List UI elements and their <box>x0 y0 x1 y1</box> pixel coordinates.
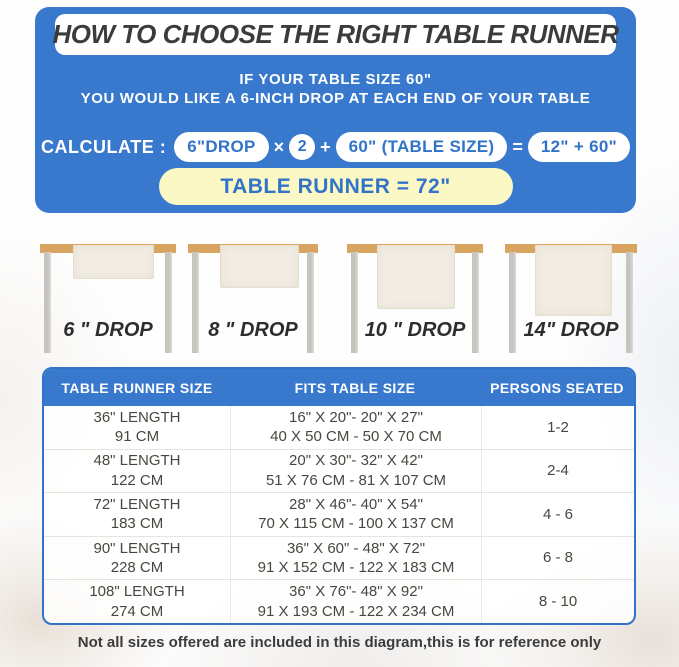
table-runner-drape <box>535 245 612 316</box>
runner-size-cm: 183 CM <box>110 515 164 533</box>
size-table-header <box>44 369 634 406</box>
table-row <box>44 536 634 580</box>
persons-seated: 2-4 <box>547 462 569 480</box>
runner-size-inches: 72" LENGTH <box>93 495 181 513</box>
subtitle-line-1: IF YOUR TABLE SIZE 60" <box>239 71 432 88</box>
fits-table-cell <box>231 493 482 536</box>
table-row <box>44 579 634 623</box>
persons-seated: 8 - 10 <box>538 592 578 610</box>
fits-table-cell <box>231 580 482 623</box>
table-illustration-8-drop <box>188 230 318 365</box>
subtitle-line-2: YOU WOULD LIKE A 6-INCH DROP AT EACH END OF YOUR TABLE <box>80 90 591 107</box>
persons-seated: 6 - 8 <box>542 549 573 567</box>
runner-size-cm: 228 CM <box>110 559 164 577</box>
size-reference-table <box>42 367 636 625</box>
persons-cell <box>482 493 634 536</box>
table-row <box>44 492 634 536</box>
multiplier-badge: 2 <box>289 134 315 160</box>
title-card <box>52 14 619 55</box>
fits-table-cell <box>231 406 482 449</box>
equals-operator: = <box>512 136 523 157</box>
runner-size-cm: 122 CM <box>110 471 164 489</box>
runner-size-cm: 91 CM <box>114 428 160 446</box>
drop-label: 6 " DROP <box>63 319 153 341</box>
table-illustration-14-drop <box>505 230 637 365</box>
runner-size-cell <box>44 406 231 449</box>
calculate-label: CALCULATE : <box>41 136 167 157</box>
table-illustration-6-drop <box>40 230 176 365</box>
col-header-runner-size: TABLE RUNNER SIZE <box>61 379 213 396</box>
table-runner-drape <box>73 245 154 279</box>
table-row <box>44 406 634 449</box>
fits-inches: 36" X 76"- 48" X 92" <box>289 583 423 601</box>
table-runner-drape <box>220 245 299 288</box>
calculation-row <box>35 132 636 162</box>
size-table-body <box>44 406 634 623</box>
drop-label: 14" DROP <box>523 319 619 341</box>
drop-label: 10 " DROP <box>364 319 466 341</box>
footer-note: Not all sizes offered are included in this diagram,this is for reference only <box>77 634 602 651</box>
fits-inches: 28" X 46"- 40" X 54" <box>289 495 423 513</box>
runner-size-inches: 36" LENGTH <box>93 408 181 426</box>
persons-cell <box>482 580 634 623</box>
runner-size-cell <box>44 537 231 580</box>
fits-cm: 40 X 50 CM - 50 X 70 CM <box>270 428 442 446</box>
fits-table-cell <box>231 537 482 580</box>
col-header-fits-table: FITS TABLE SIZE <box>294 379 416 396</box>
table-illustration-10-drop <box>347 230 483 365</box>
table-size-pill: 60" (TABLE SIZE) <box>336 132 508 162</box>
persons-seated: 4 - 6 <box>542 505 573 523</box>
runner-size-cell <box>44 493 231 536</box>
runner-size-cm: 274 CM <box>110 602 164 620</box>
drop-label: 8 " DROP <box>208 319 298 341</box>
plus-operator: + <box>320 136 331 157</box>
sum-pill: 12" + 60" <box>528 132 630 162</box>
table-row <box>44 449 634 493</box>
fits-cm: 51 X 76 CM - 81 X 107 CM <box>265 471 447 489</box>
fits-inches: 16" X 20"- 20" X 27" <box>289 408 423 426</box>
runner-size-inches: 90" LENGTH <box>93 539 181 557</box>
fits-cm: 91 X 152 CM - 122 X 183 CM <box>257 559 455 577</box>
drop-illustrations-band <box>0 230 679 365</box>
fits-cm: 91 X 193 CM - 122 X 234 CM <box>257 602 455 620</box>
runner-size-cell <box>44 450 231 493</box>
runner-size-inches: 48" LENGTH <box>93 452 181 470</box>
drop-value-pill: 6"DROP <box>174 132 268 162</box>
persons-cell <box>482 537 634 580</box>
times-operator: × <box>273 136 285 157</box>
runner-result-banner: TABLE RUNNER = 72" <box>159 168 513 205</box>
fits-inches: 20" X 30"- 32" X 42" <box>289 452 423 470</box>
persons-seated: 1-2 <box>547 418 569 436</box>
table-runner-drape <box>377 245 455 309</box>
persons-cell <box>482 406 634 449</box>
hero-panel <box>35 7 636 213</box>
page-title: HOW TO CHOOSE THE RIGHT TABLE RUNNER <box>52 19 619 49</box>
runner-size-inches: 108" LENGTH <box>89 583 185 601</box>
runner-size-cell <box>44 580 231 623</box>
persons-cell <box>482 450 634 493</box>
fits-cm: 70 X 115 CM - 100 X 137 CM <box>258 515 454 533</box>
fits-inches: 36" X 60" - 48" X 72" <box>286 539 426 557</box>
fits-table-cell <box>231 450 482 493</box>
col-header-persons: PERSONS SEATED <box>490 379 624 396</box>
